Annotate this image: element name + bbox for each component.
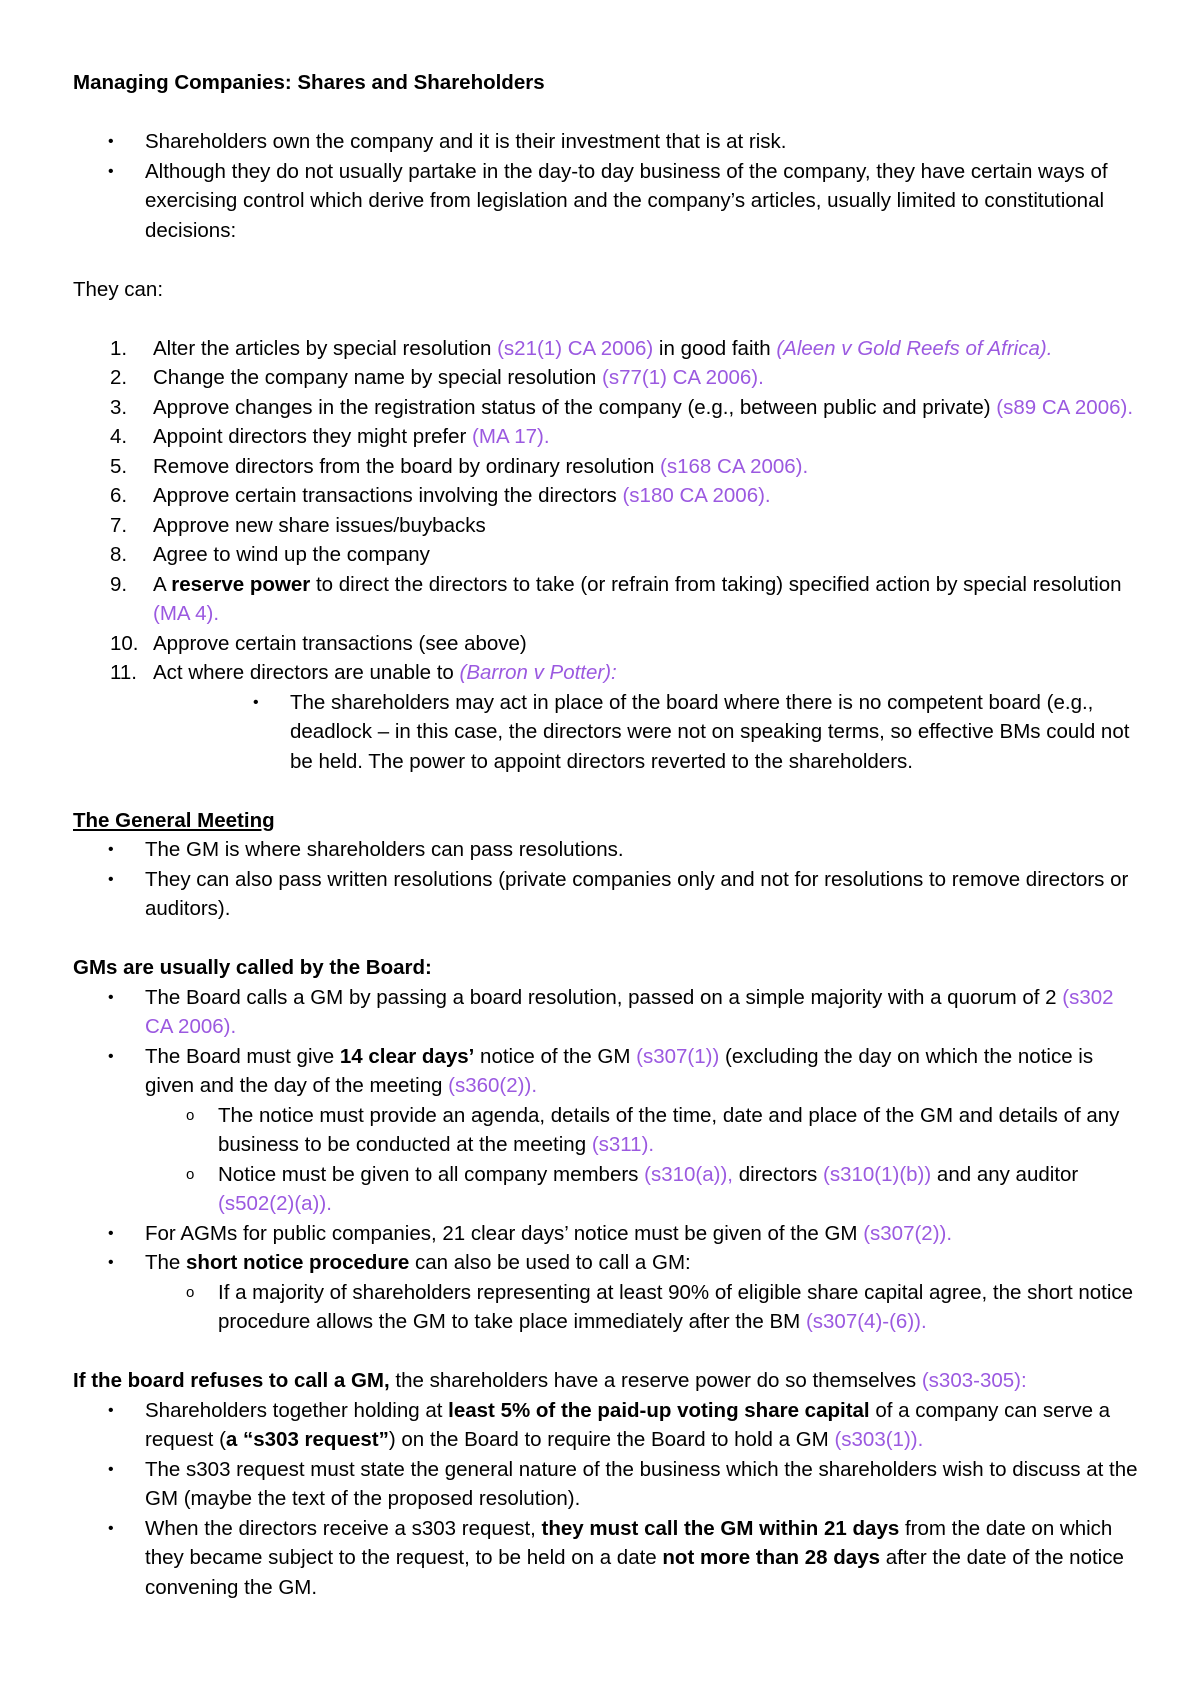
bullet-icon: • [108,1047,114,1065]
board-sub-bullet: o The notice must provide an agenda, details of the time, date and place of the GM and details of any business to be conducted at the meeting (s311). [73,1101,1143,1160]
bullet-icon: • [108,1254,114,1271]
board-sub-bullet: o If a majority of shareholders representing at least 90% of eligible share capital agree, the short notice procedure allows the GM to take place immediately after the BM (s307(4)-(6)). [73,1278,1143,1337]
list-item: 9. A reserve power to direct the directors to take (or refrain from taking) specified action by special resolution (MA 4). [110,572,1122,625]
list-item: 8. Agree to wind up the company [110,543,430,566]
document-page [73,68,1143,1602]
refuse-bullet: • The s303 request must state the general nature of the business which the shareholders wish to discuss at the GM (maybe the text of the proposed resolution). [73,1455,1143,1514]
list-item: 4. Appoint directors they might prefer (MA 17). [110,425,550,448]
section-heading-general-meeting: The General Meeting [73,808,275,832]
board-sub-bullet: o Notice must be given to all company members (s310(a)), directors (s310(1)(b)) and any auditor (s502(2)(a)). [73,1160,1143,1219]
bullet-icon: • [253,693,259,711]
list-item: 11. Act where directors are unable to (Barron v Potter): [110,661,617,684]
page-title: Managing Companies: Shares and Shareholders [73,71,545,94]
refuse-bullet: • Shareholders together holding at least 5% of the paid-up voting share capital of a company can serve a request (a “s303 request”) on the Board to require the Board to hold a GM (s303(1)). [73,1396,1143,1455]
board-bullet: • For AGMs for public companies, 21 clear days’ notice must be given of the GM (s307(2)). [73,1219,1143,1249]
bullet-icon: • [108,1519,114,1537]
list-item: 7. Approve new share issues/buybacks [110,513,486,537]
refuse-bullet: • When the directors receive a s303 request, they must call the GM within 21 days from the date on which they became subject to the request, to be held on a date not more than 28 days after the date of the notice convening the GM. [73,1514,1143,1603]
nested-bullet: • The shareholders may act in place of the board where there is no competent board (e.g., deadlock – in this case, the directors were not on speaking terms, so effective BMs could not be held. The power to appoint directors reverted to the shareholders. [73,688,1143,777]
list-item: 3. Approve changes in the registration status of the company (e.g., between public and private) (s89 CA 2006). [110,395,1134,419]
bullet-icon: • [108,133,114,150]
bullet-icon: • [108,841,114,858]
bullet-icon: • [108,988,114,1006]
list-item: 5. Remove directors from the board by ordinary resolution (s168 CA 2006). [110,454,809,478]
list-item: 2. Change the company name by special resolution (s77(1) CA 2006). [110,366,764,389]
bullet-icon: • [108,162,114,180]
gm-bullet: • The GM is where shareholders can pass resolutions. [73,835,1143,865]
circle-bullet-icon: o [186,1283,195,1301]
bullet-icon: • [108,1460,114,1478]
board-bullet: • The Board calls a GM by passing a board resolution, passed on a simple majority with a quorum of 2 (s302 CA 2006). [73,983,1143,1042]
circle-bullet-icon: o [186,1165,195,1183]
list-item: 10. Approve certain transactions (see above) [110,631,527,655]
list-item: 1. Alter the articles by special resolution (s21(1) CA 2006) in good faith (Aleen v Gold Reefs of Africa). [110,336,1053,360]
they-can-label: They can: [73,277,164,301]
circle-bullet-icon: o [186,1106,195,1124]
bullet-icon: • [108,1401,114,1419]
list-item: 6. Approve certain transactions involving the directors (s180 CA 2006). [110,484,771,507]
intro-bullet: • Shareholders own the company and it is their investment that is at risk. [73,127,1143,157]
board-bullet: • The short notice procedure can also be used to call a GM: [73,1248,1143,1278]
bullet-icon: • [108,870,114,888]
section-heading-board: GMs are usually called by the Board: [73,956,432,979]
refuse-paragraph: If the board refuses to call a GM, the shareholders have a reserve power do so themselves (s303-305): [73,1369,1027,1392]
gm-bullet: • They can also pass written resolutions (private companies only and not for resolutions to remove directors or auditors). [73,865,1143,924]
board-bullet: • The Board must give 14 clear days’ notice of the GM (s307(1)) (excluding the day on which the notice is given and the day of the meeting (s360(2)). [73,1042,1143,1101]
intro-bullet: • Although they do not usually partake in the day-to day business of the company, they have certain ways of exercising control which derive from legislation and the company’s articles, usually limited to constitutional decisions: [73,157,1143,246]
bullet-icon: • [108,1224,114,1242]
